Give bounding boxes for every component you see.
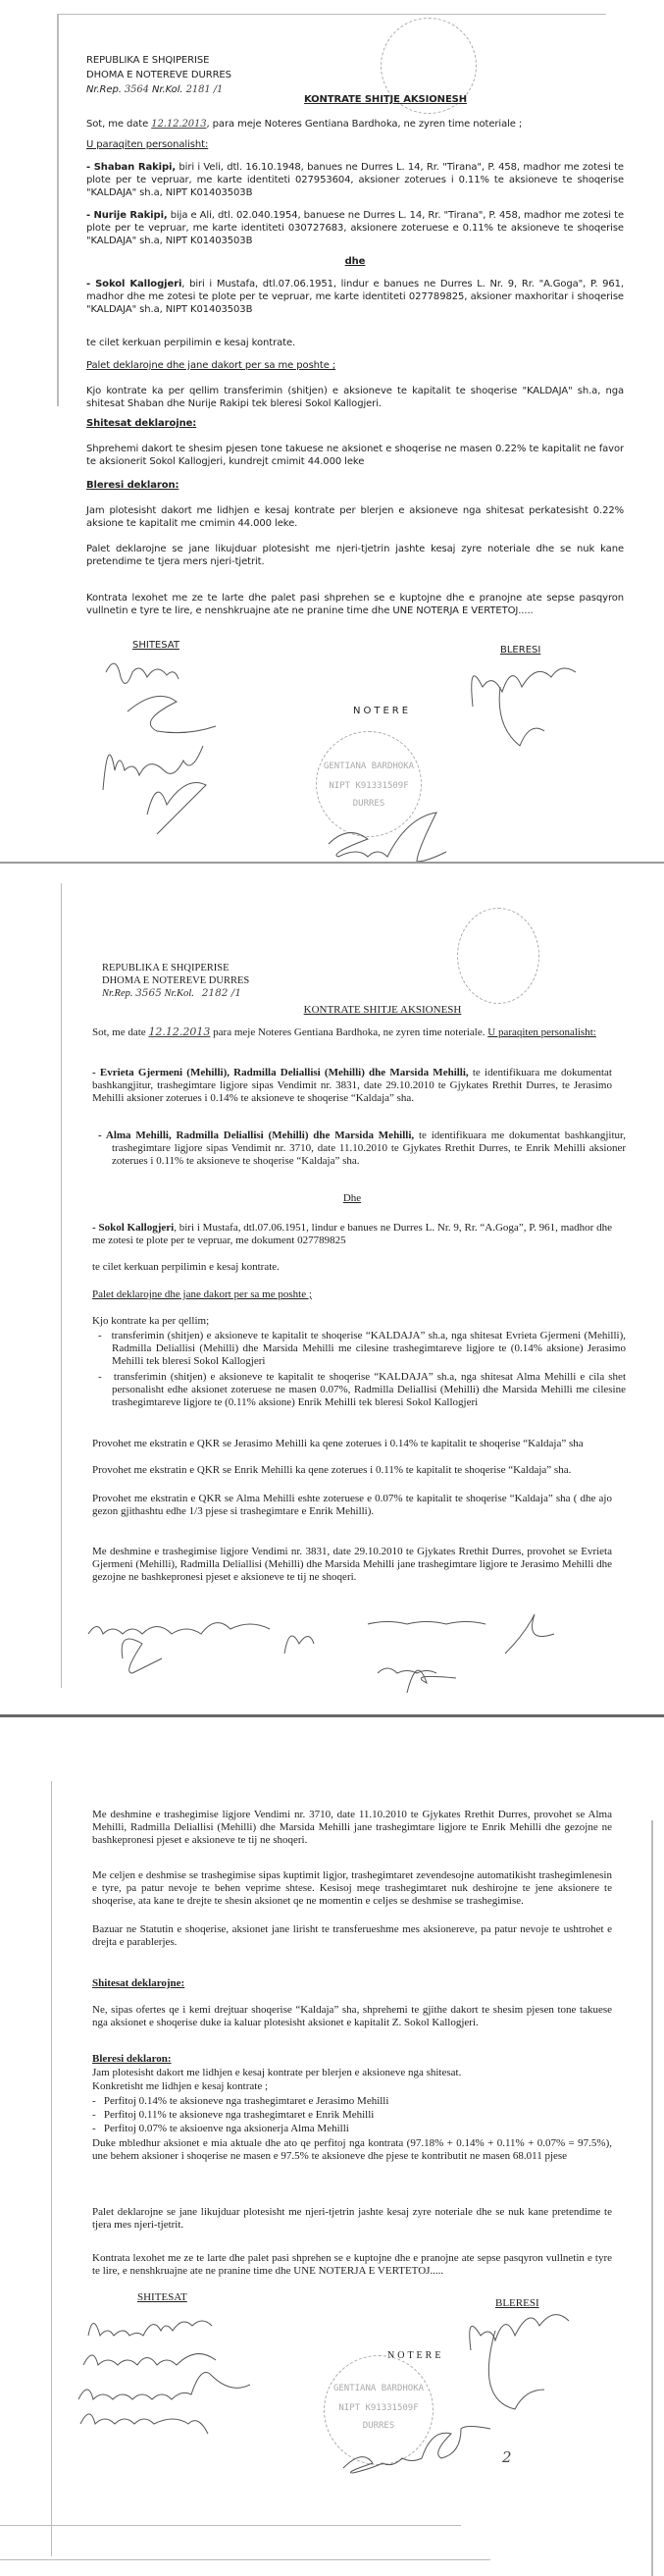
seller-signatures <box>83 1614 574 1703</box>
settlement-text: Palet deklarojne se jane likujduar plotesisht me njeri-tjetrin jashte kesaj zyre noteriale dhe se nuk kane pretendime te tjera mers njeri-tjetrit. <box>86 544 624 567</box>
party-nurije <box>86 209 624 247</box>
purpose-bullet: - transferimin (shitjen) e aksioneve te kapitalit te shoqerise “KALDAJA” sh.a, nga shitesat Evrieta Gjermeni (Mehilli), Radmilla Deliallisi (Mehilli) dhe Marsida Mehilli me cilesine trashegimtareve ligjore te (0.14% aksione) Jerasimo Mehilli tek bleresi Sokol Kallogjeri <box>98 1330 626 1367</box>
benefit-bullet: - Perfitoj 0.11% te aksioneve nga trashegimtaret e Enrik Mehilli <box>92 2109 375 2121</box>
nr-kol-label: Nr.Kol. <box>152 84 183 95</box>
agreement-heading: Palet deklarojne dhe jane dakort per sa me poshte ; <box>92 1288 312 1300</box>
party-details: te identifikuara me dokumentat bashkangjitur, trashegimtare ligjore sipas Vendimit nr. 3710, date 11.10.2010 te Gjykates Rrethit Durres, te Enrik Mehilli aksioner zoterues i 0.11% te aksioneve te shoqerise “Kaldaja” sha. <box>112 1130 626 1167</box>
legal-basis-text: Me celjen e deshmise se trashegimise sipas kuptimit ligjor, trashegimtaret zevendesojne automatikisht trashegimlenesin e tyre, pa patur nevoje te behen veprime shtese. Kesisoj meqe trashegimtaret nuk deshirojne te jene aksionere te shoqerise, ata kane te drejte te shesin aksionet qe ne momentin e celjes se deshmise se trashegimise. <box>92 1869 612 1907</box>
nr-rep-value: 3564 <box>124 84 149 95</box>
party-enrik-heirs <box>98 1130 626 1168</box>
contract-date: 12.12.2013 <box>151 119 207 130</box>
party-name: - Nurije Rakipi, <box>86 210 168 221</box>
intro-line <box>86 118 624 131</box>
bullet-text: Perfitoj 0.11% te aksioneve nga trashegimtaret e Enrik Mehilli <box>103 2109 375 2121</box>
party-details: te identifikuara me dokumentat bashkangjitur, trashegimtare ligjore sipas Vendimit nr. 3831, date 29.10.2010 te Gjykates Rrethit Durres, te Jerasimo Mehilli aksioner zoterues i 0.14% te aksioneve te shoqerise “Kaldaja” sha. <box>92 1067 612 1104</box>
benefit-bullet: - Perfitoj 0.07% te aksioenve nga aksionerja Alma Mehilli <box>92 2123 349 2134</box>
buyer-label: BLERESI <box>500 645 541 656</box>
letterhead-line: REPUBLIKA E SHQIPERISE <box>102 963 230 973</box>
inheritance-testimony: Me deshmine e trashegimise ligjore Vendimi nr. 3710, date 11.10.2010 te Gjykates Rrethit Durres, provohet se Alma Mehilli, Radmilla Deliallisi (Mehilli) dhe Marsida Mehilli jane trashegimtare ligjore te Enrik Mehilli dhe gezojne ne bashkepronesi pjeset e aksioneve te tij ne shoqeri. <box>92 1809 612 1846</box>
requested-text: te cilet kerkuan perpilimin e kesaj kontrate. <box>86 338 296 348</box>
page-divider <box>0 1714 664 1717</box>
statute-text: Bazuar ne Statutin e shoqerise, aksionet jane lirisht te transferueshme mes aksionereve, pa patur nevoje te ushtrohet e drejta e parablerjes. <box>92 1923 612 1948</box>
contract-page-3 <box>0 1722 664 2576</box>
nr-rep-label: Nr.Rep. <box>102 988 133 999</box>
shares-sum-text: Duke mbledhur aksionet e mia aktuale dhe ato qe perfitoj nga kontrata (97.18% + 0.14% + 0.11% + 0.07% = 97.5%), une behem aksioner i shoqerise ne masen e 97.5% te aksioneve dhe pjese te kontributit ne masen 68.011 pjese <box>92 2137 612 2162</box>
buyer-heading: Bleresi deklaron: <box>92 2053 172 2065</box>
intro-text: Sot, me date <box>86 119 152 130</box>
page-divider <box>0 2559 490 2560</box>
page-divider <box>0 2525 461 2526</box>
buyer-declaration: Jam plotesisht dakort me lidhjen e kesaj kontrate per blerjen e aksioneve nga shitesat perkatesisht 0.22% aksione te kapitalit me cmimin 44.000 leke. <box>86 505 624 529</box>
bullet-text: Perfitoj 0.07% te aksioenve nga aksionerja Alma Mehilli <box>103 2123 349 2134</box>
buyer-heading: Bleresi deklaron: <box>86 480 179 491</box>
reading-clause: Kontrata lexohet me ze te larte dhe palet pasi shprehen se e kuptojne dhe e pranojne ate sepse pasqyron vullnetin e tyre te lire, e nenshkruajne ate ne pranine time dhe UNE NOTERJA E VERTETOJ..... <box>86 593 624 616</box>
page-edge <box>51 1781 52 2556</box>
contract-date: 12.12.2013 <box>148 1025 211 1038</box>
appeared-heading: U paraqiten personalisht: <box>86 139 209 150</box>
sellers-heading: Shitesat deklarojne: <box>86 418 197 429</box>
intro-text: , para meje Noteres Gentiana Bardhoka, ne zyren time noteriale ; <box>206 119 523 130</box>
contract-page-2 <box>0 868 664 1722</box>
inheritance-testimony: Me deshmine e trashegimise ligjore Vendimi nr. 3831, date 29.10.2010 te Gjykates Rrethit Durres, provohet se Evrieta Gjermeni (Mehilli), Radmilla Deliallisi (Mehilli) dhe Marsida Mehilli jane trashegimtare ligjore te Jerasimo Mehilli dhe gezojne ne bashkepronesi pjeset e aksioneve te tij ne shoqeri. <box>92 1546 612 1583</box>
stamp-text: GENTIANA BARDHOKA <box>323 762 415 771</box>
notary-label: NOTERE <box>353 706 412 716</box>
letterhead <box>102 962 622 1000</box>
nr-kol-value: 2181 /1 <box>185 84 224 95</box>
sellers-declaration: Shprehemi dakort te shesim pjesen tone takuese ne aksionet e shoqerise ne masen 0.22% te kapitalit ne favor te aksionerit Sokol Kallogjeri, kundrejt cmimit 44.000 leke <box>86 444 624 467</box>
proof-text: Provohet me ekstratin e QKR se Jerasimo Mehilli ka qene zoterues i 0.14% te kapitalit te shoqerise “Kaldaja” sha <box>92 1438 584 1449</box>
letterhead-line: DHOMA E NOTEREVE DURRES <box>102 975 250 986</box>
bullet-text: transferimin (shitjen) e aksioneve te kapitalit te shoqerise “KALDAJA” sh.a, nga shitesat Alma Mehilli e cila shet personalisht edhe aksionet zoteruese ne masen 0.07%, Radmilla Deliallisi (Mehilli) dhe Marsida Mehilli me cilesine trashegimtareve ligjore te (0.11% aksione) Enrik Mehilli tek bleresi Sokol Kallogjeri <box>112 1371 626 1408</box>
party-name: - Alma Mehilli, Radmilla Deliallisi (Mehilli) dhe Marsida Mehilli, <box>98 1130 415 1141</box>
and-separator: Dhe <box>342 1192 362 1204</box>
party-name: - Shaban Rakipi, <box>86 162 177 173</box>
stamp-text: DURRES <box>362 2421 395 2431</box>
page-edge <box>57 14 59 406</box>
bullet-text: transferimin (shitjen) e aksioneve te kapitalit te shoqerise “KALDAJA” sh.a, nga shitesat Evrieta Gjermeni (Mehilli), Radmilla Deliallisi (Mehilli) dhe Marsida Mehilli me cilesine trashegimtareve ligjore te (0.14% aksione) Jerasimo Mehilli tek bleresi Sokol Kallogjeri <box>111 1330 626 1367</box>
seller-signatures <box>78 2311 333 2439</box>
party-sokol <box>92 1222 612 1247</box>
party-jerasimo-heirs <box>92 1067 612 1105</box>
party-name: - Sokol Kallogjeri <box>92 1222 175 1234</box>
page-edge <box>57 14 606 15</box>
sellers-declaration: Ne, sipas ofertes qe i kemi drejtuar shoqerise “Kaldaja” sha, shprehemi te gjithe dakort te shesim pjesen tone takuese nga aksionet e shoqerise duke ia kaluar plotesisht aksionet e kapitalit Z. Sokol Kallogjeri. <box>92 2004 612 2028</box>
intro-line <box>92 1025 612 1039</box>
nr-kol-value: 2182 /1 <box>201 987 241 999</box>
sellers-label: SHITESAT <box>132 640 179 651</box>
nr-rep-value: 3565 <box>135 987 162 999</box>
party-details: , biri i Mustafa, dtl.07.06.1951, lindur e banues ne Durres L. Nr. 9, Rr. “A.Goga”, P. 961, madhor dhe me zotesi te plote per te vepruar, me dokument 027789825 <box>92 1222 612 1246</box>
purpose-text: Kjo kontrate ka per qellim transferimin (shitjen) e aksioneve te kapitalit te shoqerise "KALDAJA" sh.a, nga shitesat Shaban dhe Nurije Rakipi tek bleresi Sokol Kallogjeri. <box>86 386 624 409</box>
party-shaban <box>86 161 624 199</box>
contract-page-1 <box>0 0 664 868</box>
purpose-text: Kjo kontrate ka per qellim; <box>92 1315 210 1327</box>
agreement-heading: Palet deklarojne dhe jane dakort per sa me poshte ; <box>86 360 336 371</box>
page-edge <box>61 883 62 1688</box>
buyer-declaration: Jam plotesisht dakort me lidhjen e kesaj kontrate per blerjen e aksioneve nga shitesat. <box>92 2067 462 2078</box>
intro-text: Sot, me date <box>92 1026 149 1038</box>
party-sokol <box>86 278 624 316</box>
letterhead-line: REPUBLIKA E SHQIPERISE <box>86 55 210 66</box>
bullet-text: Perfitoj 0.14% te aksioneve nga trashegimtaret e Jerasimo Mehilli <box>103 2095 389 2107</box>
buyer-signature <box>451 2311 588 2419</box>
letterhead-line: DHOMA E NOTEREVE DURRES <box>86 70 231 80</box>
proof-text: Provohet me ekstratin e QKR se Enrik Mehilli ka qene zoterues i 0.11% te kapitalit te shoqerise “Kaldaja” sha. <box>92 1464 572 1476</box>
settlement-text: Palet deklarojne se jane likujduar plotesisht me njeri-tjetrin jashte kesaj zyre noteriale dhe se nuk kane pretendime te tjera mes njeri-tjetrit. <box>92 2206 612 2231</box>
proof-text: Provohet me ekstratin e QKR se Alma Mehilli eshte zoteruese e 0.07% te kapitalit te shoqerise “Kaldaja” sha ( dhe ajo gezon gjithashtu edhe 1/3 pjese si trashegimtare e Enrik Mehilli). <box>92 1493 612 1517</box>
sellers-heading: Shitesat deklarojne: <box>92 1977 185 1989</box>
concretely-text: Konkretisht me lidhjen e kesaj kontrate ; <box>92 2080 269 2092</box>
letterhead <box>86 53 624 97</box>
seller-signatures <box>98 653 245 824</box>
stamp-text: NIPT K91331509F <box>329 781 409 791</box>
document-title: KONTRATE SHITJE AKSIONESH <box>303 94 468 105</box>
sellers-label: SHITESAT <box>137 2291 187 2303</box>
reading-clause: Kontrata lexohet me ze te larte dhe palet pasi shprehen se e kuptojne dhe e pranojne ate sepse pasqyron vullnetin e tyre te lire, e nenshkruajne ate ne pranine time dhe UNE NOTERJA E VERTETOJ..... <box>92 2252 612 2277</box>
page-number: 2 <box>502 2448 512 2466</box>
page-edge <box>651 1820 653 2576</box>
notary-signature <box>319 805 476 864</box>
buyer-signature <box>461 657 588 756</box>
requested-text: te cilet kerkuan perpilimin e kesaj kontrate. <box>92 1261 280 1273</box>
page-divider <box>0 862 664 864</box>
stamp-text: DURRES <box>352 799 385 809</box>
party-name: - Evrieta Gjermeni (Mehilli), Radmilla Deliallisi (Mehilli) dhe Marsida Mehilli, <box>92 1067 469 1078</box>
and-separator: dhe <box>344 256 366 267</box>
purpose-bullet: - transferimin (shitjen) e aksioneve te kapitalit te shoqerise “KALDAJA” sh.a, nga shitesat Alma Mehilli e cila shet personalisht edhe aksionet zoteruese ne masen 0.07%, Radmilla Deliallisi (Mehilli) dhe Marsida Mehilli me cilesine trashegimtareve ligjore te (0.11% aksione) Enrik Mehilli tek bleresi Sokol Kallogjeri <box>98 1371 626 1408</box>
stamp-text: GENTIANA BARDHOKA <box>332 2384 425 2393</box>
party-details: , biri i Mustafa, dtl.07.06.1951, lindur e banues ne Durres L. Nr. 9, Rr. "A.Goga", P. 961, madhor dhe me zotesi te plote per te vepruar, me karte identiteti 027789825, aksioner maxhoritar i shoqerise "KALDAJA" sh.a, NIPT K01403503B <box>86 279 624 315</box>
appeared-heading: U paraqiten personalisht: <box>487 1026 596 1038</box>
stamp-text: NIPT K91331509F <box>338 2403 419 2413</box>
document-title: KONTRATE SHITJE AKSIONESH <box>303 1004 462 1016</box>
benefit-bullet: - Perfitoj 0.14% te aksioneve nga trashegimtaret e Jerasimo Mehilli <box>92 2095 389 2107</box>
intro-text: para meje Noteres Gentiana Bardhoka, ne zyren time noteriale. <box>210 1026 488 1038</box>
nr-rep-label: Nr.Rep. <box>86 84 122 95</box>
nr-kol-label: Nr.Kol. <box>164 988 194 999</box>
buyer-label: BLERESI <box>495 2297 539 2309</box>
party-details: biri i Veli, dtl. 16.10.1948, banues ne Durres L. 14, Rr. "Tirana", P. 458, madhor me zotesi te plote per te vepruar, me karte identiteti 027953604, aksioner zoterues i 0.11% te aksioneve te shoqerise "KALDAJA" sh.a, NIPT K01403503B <box>86 162 624 198</box>
notary-label: NOTERE <box>387 2350 444 2361</box>
party-name: - Sokol Kallogjeri <box>86 279 182 289</box>
party-details: bija e Ali, dtl. 02.040.1954, banuese ne Durres L. 14, Rr. "Tirana", P. 458, madhor me zotesi te plote per te vepruar, me karte identiteti 030727683, aksionere zoteruese e 0.11% te aksioneve te shoqerise "KALDAJA" sh.a, NIPT K01403503B <box>86 210 624 246</box>
